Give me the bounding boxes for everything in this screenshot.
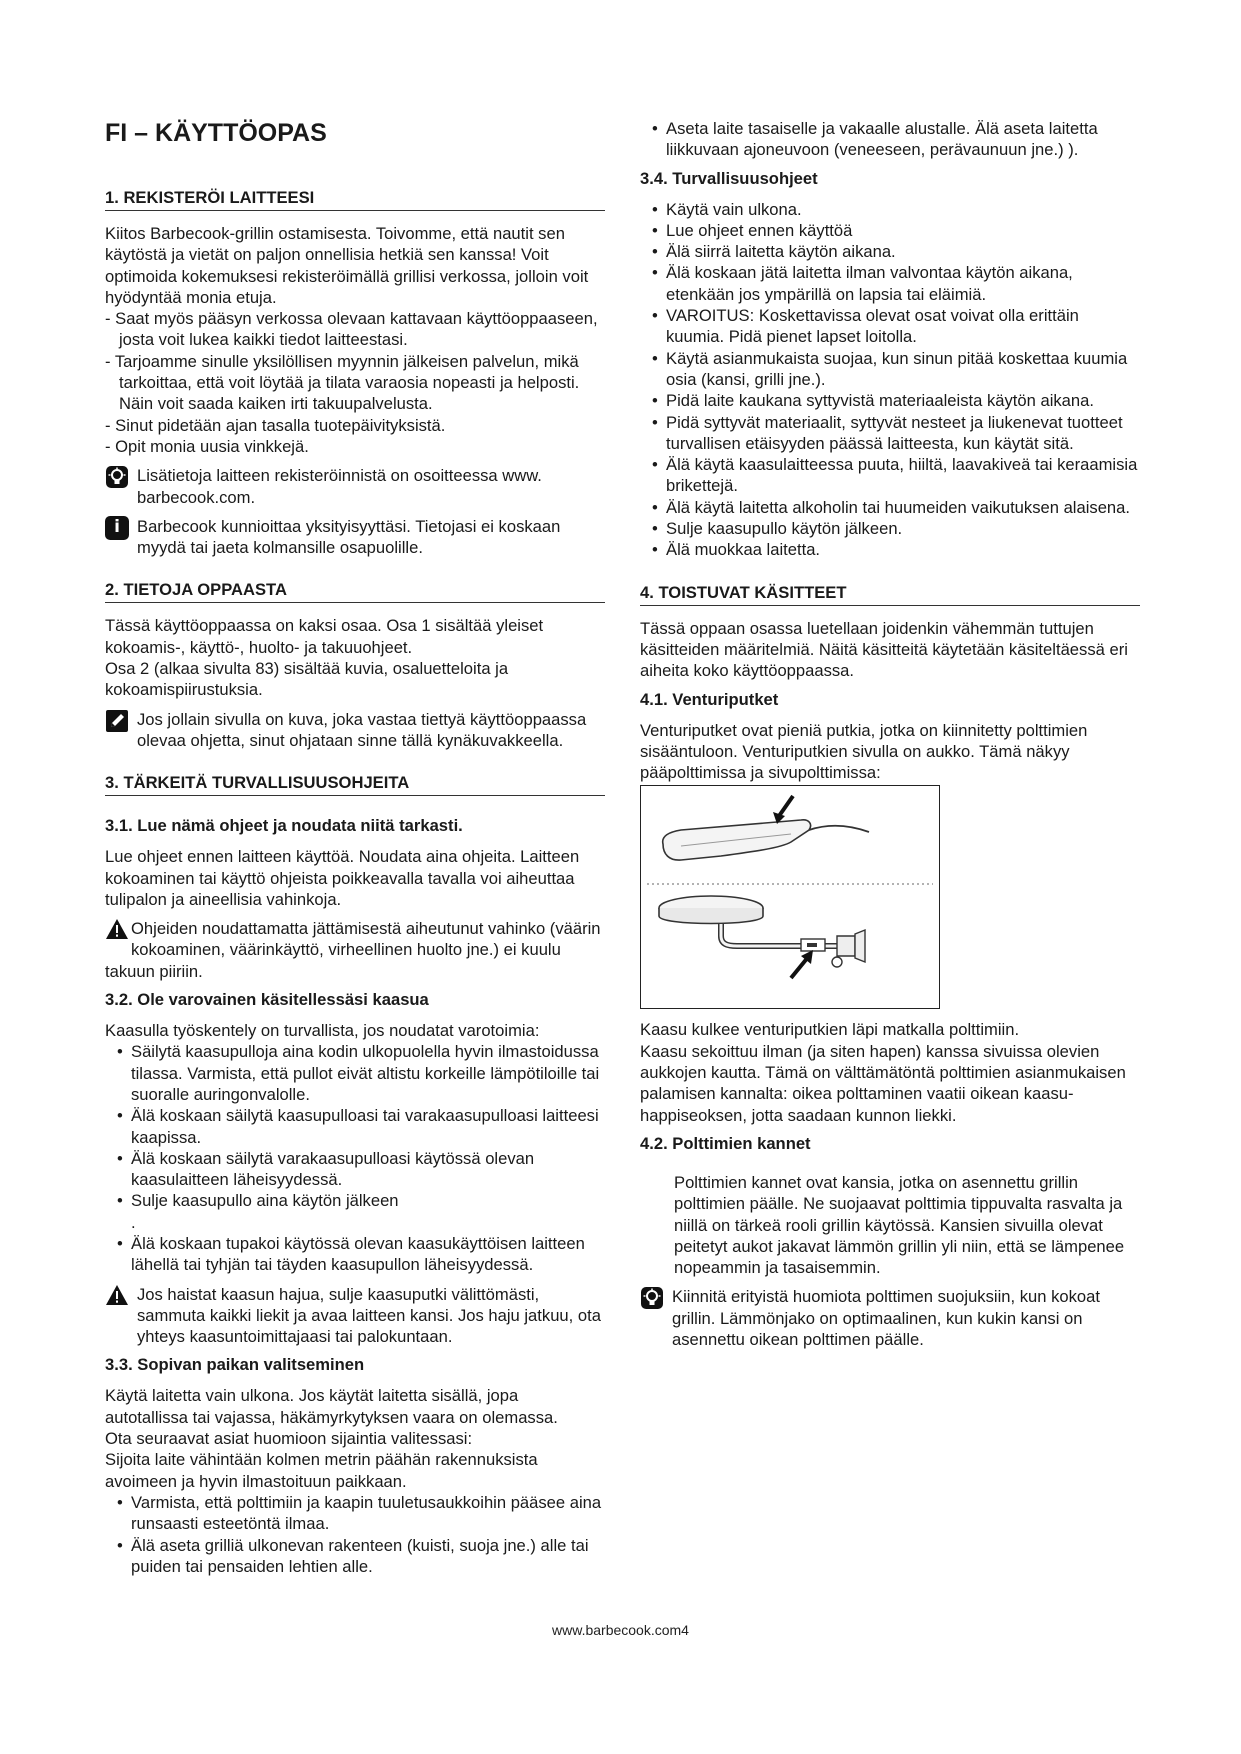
list-item: • Älä koskaan säilytä varakaasupulloasi käytössä olevan kaasulaitteen läheisyydessä. [105, 1148, 605, 1191]
list-item: • Älä käytä kaasulaitteessa puuta, hiiltä, laavakiveä tai keraamisia brikettejä. [640, 454, 1140, 497]
s42-heading: 4.2. Polttimien kannet [640, 1133, 811, 1153]
s1-item: - Tarjoamme sinulle yksilöllisen myynnin jälkeisen palvelun, mikä tarkoittaa, että voit löytää ja tilata varaosia nopeasti ja helposti. Näin voit saada kaiken irti takuupalvelusta. [105, 351, 580, 414]
pen-text: Jos jollain sivulla on kuva, joka vastaa tiettyä käyttöoppaassa olevaa ohjetta, sinut ohjataan sinne tällä kynäkuvakkeella. [137, 709, 587, 750]
section-3-heading: 3. TÄRKEITÄ TURVALLISUUSOHJEITA [105, 773, 605, 796]
list-item: • Älä käytä laitetta alkoholin tai huumeiden vaikutuksen alaisena. [640, 497, 1140, 518]
list-item: • Älä koskaan säilytä kaasupulloasi tai varakaasupulloasi laitteesi kaapissa. [105, 1105, 605, 1148]
list-item: • Älä koskaan jätä laitetta ilman valvontaa käytön aikana, etenkään jos ympärillä on lapsia tai eläimiä. [640, 262, 1140, 305]
warning-icon [105, 918, 129, 940]
tip-note [640, 1286, 1140, 1350]
s32-list-cont [105, 1233, 605, 1276]
s4-text: Tässä oppaan osassa luetellaan joidenkin vähemmän tuttujen käsitteiden määritelmiä. Näitä käsitteitä käytetään käsiteltäessä eri aiheita koko käyttöoppaassa. [640, 618, 1128, 681]
tip-note [105, 465, 605, 508]
list-item: • Pidä laite kaukana syttyvistä materiaaleista käytön aikana. [640, 390, 1140, 411]
list-item: • Älä koskaan tupakoi käytössä olevan kaasukäyttöisen laitteen lähellä tai tyhjän tai täyden kaasupullon läheisyydessä. [105, 1233, 605, 1276]
s1-intro: Kiitos Barbecook-grillin ostamisesta. Toivomme, että nautit sen käytöstä ja vietät on paljon onnellisia hetkiä sen kanssa! Voit optimoida kokemuksesi rekisteröimällä grillisi verkossa, jolloin voit hyödyntää monia etuja. [105, 224, 589, 307]
s33-p1: Käytä laitetta vain ulkona. Jos käytät laitetta sisällä, jopa autotallissa tai vajassa, häkämyrkytyksen vaara on olemassa. [105, 1386, 558, 1427]
s33-heading: 3.3. Sopivan paikan valitseminen [105, 1355, 365, 1375]
s31-text: Lue ohjeet ennen laitteen käyttöä. Noudata aina ohjeita. Laitteen kokoaminen tai käyttö ohjeista poikkeavalla tavalla voi aiheuttaa tulipalon ja aineellisia vahinkoja. [105, 847, 580, 909]
s32-list [105, 1041, 605, 1211]
s41-p3: Kaasu sekoittuu ilman (ja siten hapen) kanssa sivuissa olevien aukkojen kautta. Tämä on välttämätöntä polttimien asianmukaisen palamisen kannalta: oikea polttaminen vaatii oikean kaasu-happiseoksen, jotta saadaan kunnon liekki. [640, 1041, 1126, 1125]
s41-text: Venturiputket ovat pieniä putkia, jotka on kiinnitetty polttimien sisääntuloon. Venturiputkien sivulla on aukko. Tämä näkyy pääpolttimissa ja sivupolttimissa: [640, 720, 1088, 783]
list-item: • Älä aseta grilliä ulkonevan rakenteen (kuisti, suoja jne.) alle tai puiden tai pensaiden lehtien alle. [105, 1535, 605, 1578]
section-1-heading: 1. REKISTERÖI LAITTEESI [105, 188, 605, 211]
list-item: • Älä muokkaa laitetta. [640, 539, 1140, 560]
section-2-heading: 2. TIETOJA OPPAASTA [105, 580, 605, 603]
s42-text: Polttimien kannet ovat kansia, jotka on asennettu grillin polttimien päälle. Ne suojaavat polttimia tippuvalta rasvalta ja niillä on tärkeä rooli grillin käytössä. Kansien sivuilla olevat peitetyt aukot jakavat lämmön grillin yli niin, että se lämpenee nopeammin ja tasaisemmin. [674, 1172, 1125, 1278]
list-item: • Sulje kaasupullo käytön jälkeen. [640, 518, 1140, 539]
s1-item: - Sinut pidetään ajan tasalla tuotepäivityksistä. [105, 415, 446, 435]
warning-icon [105, 1284, 129, 1308]
list-item: • Varmista, että polttimiin ja kaapin tuuletusaukkoihin pääsee aina runsaasti esteetöntä ilmaa. [105, 1492, 605, 1535]
info-note [105, 516, 605, 559]
venturi-figure [640, 785, 940, 1009]
list-item: • Käytä asianmukaista suojaa, kun sinun pitää koskettaa kuumia osia (kansi, grilli jne.). [640, 348, 1140, 391]
info-text: Barbecook kunnioittaa yksityisyyttäsi. Tietojasi ei koskaan myydä tai jaeta kolmansille osapuolille. [137, 516, 561, 558]
s41-p2: Kaasu kulkee venturiputkien läpi matkalla polttimiin. [640, 1020, 1020, 1040]
s1-item: - Saat myös pääsyn verkossa olevaan kattavaan käyttöoppaaseen, josta voit lukea kaikki tiedot laitteestasi. [105, 309, 598, 350]
list-item: • Pidä syttyvät materiaalit, syttyvät nesteet ja liukenevat tuotteet turvallisen etäisyyden päässä laitteesta, kun käytät sitä. [640, 412, 1140, 455]
s33-list-cont [640, 118, 1140, 161]
pen-icon [105, 709, 129, 733]
list-item: • Käytä vain ulkona. [640, 199, 1140, 220]
burner-illustration [641, 786, 939, 1008]
stray-dot: . [131, 1212, 136, 1232]
s34-heading: 3.4. Turvallisuusohjeet [640, 168, 818, 188]
s32-heading: 3.2. Ole varovainen käsitellessäsi kaasua [105, 990, 429, 1010]
list-item: • Sulje kaasupullo aina käytön jälkeen [105, 1190, 605, 1211]
s2-p1: Tässä käyttöoppaassa on kaksi osaa. Osa 1 sisältää yleiset kokoamis-, käyttö-, huolto- ja takuuohjeet. [105, 616, 544, 657]
right-column [640, 114, 1140, 1350]
page-title: FI – KÄYTTÖOPAS [105, 119, 327, 147]
list-item: • Aseta laite tasaiselle ja vakaalle alustalle. Älä aseta laitetta liikkuvaan ajoneuvoon (veneeseen, perävaunuun jne.) ). [640, 118, 1140, 161]
s33-p2: Ota seuraavat asiat huomioon sijaintia valitessasi: [105, 1429, 473, 1449]
pen-note [105, 709, 605, 752]
page-footer: www.barbecook.com4 [552, 1622, 689, 1638]
section-4-heading: 4. TOISTUVAT KÄSITTEET [640, 583, 1140, 606]
warning-text: Ohjeiden noudattamatta jättämisestä aiheutunut vahinko (väärin kokoaminen, väärinkäyttö, virheellinen huolto jne.) ei kuulu takuun piiriin. [105, 919, 601, 981]
warning-note [105, 918, 605, 982]
tip-text: Lisätietoja laitteen rekisteröinnistä on osoitteessa www. barbecook.com. [137, 466, 542, 507]
info-icon: i [105, 516, 129, 540]
s2-p2: Osa 2 (alkaa sivulta 83) sisältää kuvia, osaluetteloita ja kokoamispiirustuksia. [105, 659, 509, 700]
left-column [105, 114, 605, 1577]
list-item: • VAROITUS: Koskettavissa olevat osat voivat olla erittäin kuumia. Pidä pienet lapset loitolla. [640, 305, 1140, 348]
lightbulb-icon [105, 465, 129, 489]
s31-heading: 3.1. Lue nämä ohjeet ja noudata niitä tarkasti. [105, 816, 463, 836]
list-item: • Älä siirrä laitetta käytön aikana. [640, 241, 1140, 262]
tip-text: Kiinnitä erityistä huomiota polttimen suojuksiin, kun kokoat grillin. Lämmönjako on optimaalinen, kun kukin kansi on asennettu oikean polttimen päälle. [672, 1287, 1100, 1349]
s33-p3: Sijoita laite vähintään kolmen metrin päähän rakennuksista avoimeen ja hyvin ilmastoituun paikkaan. [105, 1450, 538, 1491]
s34-list [640, 199, 1140, 561]
s1-item: - Opit monia uusia vinkkejä. [105, 436, 309, 456]
lightbulb-icon [640, 1286, 664, 1310]
s32-text: Kaasulla työskentely on turvallista, jos noudatat varotoimia: [105, 1021, 540, 1041]
list-item: • Säilytä kaasupulloja aina kodin ulkopuolella hyvin ilmastoidussa tilassa. Varmista, että pullot eivät altistu korkeille lämpötiloille tai suoralle auringonvalolle. [105, 1041, 605, 1105]
list-item: • Lue ohjeet ennen käyttöä [640, 220, 1140, 241]
gas-warning-text: Jos haistat kaasun hajua, sulje kaasuputki välittömästi, sammuta kaikki liekit ja avaa laitteen kansi. Jos haju jatkuu, ota yhteys kaasuntoimittajaasi tai palokuntaan. [137, 1284, 601, 1347]
s33-list [105, 1492, 605, 1577]
gas-warning-note [105, 1284, 605, 1348]
s41-heading: 4.1. Venturiputket [640, 689, 779, 709]
